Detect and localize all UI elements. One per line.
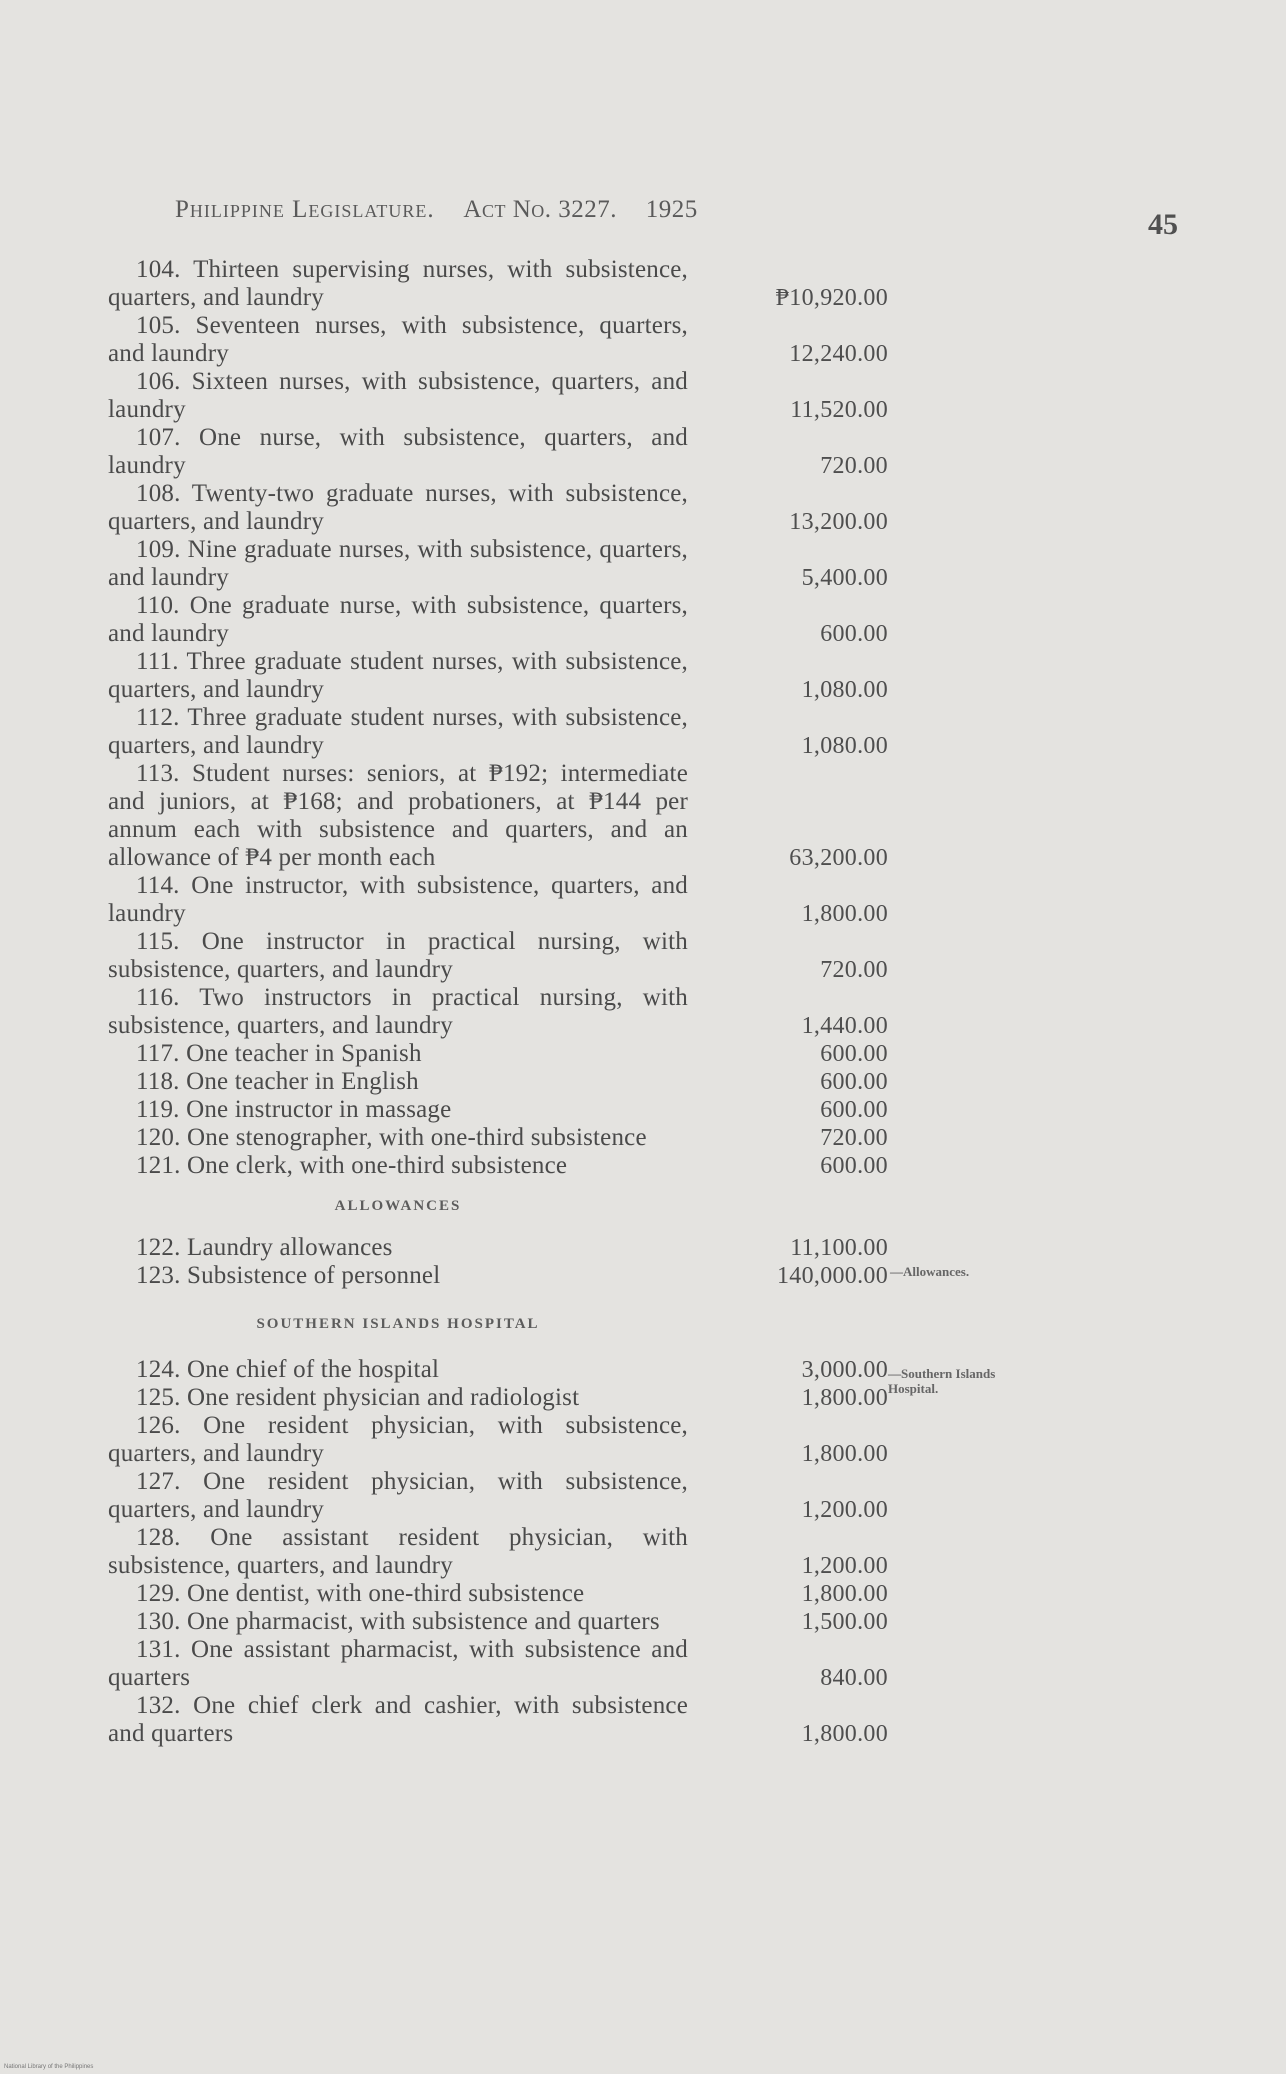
line-item-description: 121. One clerk, with one-third subsistence	[136, 1152, 568, 1179]
header-act: Act No. 3227.	[463, 196, 618, 223]
line-item-amount: 600.00	[820, 1153, 888, 1179]
line-item-amount: 1,800.00	[801, 901, 888, 927]
entries-group-southern-islands-hospital	[108, 1356, 888, 1748]
line-item-amount: 1,800.00	[801, 1385, 888, 1411]
line-item-description: 106. Sixteen nurses, with subsistence, quarters, and laundry	[108, 368, 688, 423]
line-item	[108, 928, 888, 984]
entries-group-allowances	[108, 1234, 888, 1290]
line-item-description: 105. Seventeen nurses, with subsistence, quarters, and laundry	[108, 312, 688, 367]
line-item	[108, 760, 888, 872]
line-item-amount: 1,800.00	[801, 1441, 888, 1467]
line-item-amount: 5,400.00	[801, 565, 888, 591]
line-item-amount: 600.00	[820, 621, 888, 647]
line-item-description: 116. Two instructors in practical nursing, with subsistence, quarters, and laundry	[108, 984, 688, 1039]
line-item-description: 124. One chief of the hospital	[136, 1356, 440, 1383]
line-item-description: 131. One assistant pharmacist, with subsistence and quarters	[108, 1636, 688, 1691]
line-item	[108, 1384, 888, 1412]
line-item-description: 125. One resident physician and radiologist	[136, 1384, 580, 1411]
line-item	[108, 1234, 888, 1262]
line-item-amount: 63,200.00	[789, 845, 888, 871]
margin-note-allowances: —Allowances.	[890, 1264, 970, 1279]
line-item	[108, 256, 888, 312]
line-item-description: 107. One nurse, with subsistence, quarters, and laundry	[108, 424, 688, 479]
header-legislature: Philippine Legislature.	[175, 196, 435, 223]
line-item-amount: 720.00	[820, 453, 888, 479]
line-item	[108, 1608, 888, 1636]
appropriation-list	[108, 256, 888, 1748]
line-item-amount: 1,500.00	[801, 1609, 888, 1635]
line-item-description: 128. One assistant resident physician, with subsistence, quarters, and laundry	[108, 1524, 688, 1579]
line-item	[108, 424, 888, 480]
line-item-description: 122. Laundry allowances	[136, 1234, 393, 1261]
line-item	[108, 1124, 888, 1152]
line-item-amount: 13,200.00	[789, 509, 888, 535]
margin-note-text-2: Hospital.	[888, 1381, 939, 1396]
line-item-amount: 140,000.00	[777, 1263, 888, 1289]
line-item-description: 117. One teacher in Spanish	[136, 1040, 422, 1067]
line-item-description: 119. One instructor in massage	[136, 1096, 452, 1123]
line-item	[108, 1152, 888, 1180]
line-item-description: 115. One instructor in practical nursing, with subsistence, quarters, and laundry	[108, 928, 688, 983]
line-item-description: 113. Student nurses: seniors, at ₱192; intermediate and juniors, at ₱168; and probationers, at ₱144 per annum each with subsistence and quarters, and an allowance of ₱4 per month each	[108, 760, 688, 871]
line-item-description: 120. One stenographer, with one-third subsistence	[136, 1124, 647, 1151]
footer-credit: National Library of the Philippines	[4, 2064, 94, 2070]
line-item-description: 109. Nine graduate nurses, with subsistence, quarters, and laundry	[108, 536, 688, 591]
line-item-description: 129. One dentist, with one-third subsistence	[136, 1580, 585, 1607]
line-item	[108, 872, 888, 928]
line-item	[108, 648, 888, 704]
line-item	[108, 480, 888, 536]
line-item-amount: 1,200.00	[801, 1497, 888, 1523]
line-item-amount: 1,800.00	[801, 1721, 888, 1747]
line-item-amount: 11,100.00	[790, 1235, 888, 1261]
entries-group-nurses	[108, 256, 888, 1180]
line-item-description: 104. Thirteen supervising nurses, with subsistence, quarters, and laundry	[108, 256, 688, 311]
line-item-amount: 3,000.00	[801, 1357, 888, 1383]
page-number: 45	[1148, 208, 1178, 241]
line-item	[108, 1262, 888, 1290]
line-item	[108, 1636, 888, 1692]
line-item-amount: 1,080.00	[801, 677, 888, 703]
header-year: 1925	[645, 196, 698, 223]
line-item-description: 112. Three graduate student nurses, with subsistence, quarters, and laundry	[108, 704, 688, 759]
running-header	[175, 196, 698, 224]
line-item-description: 110. One graduate nurse, with subsistence, quarters, and laundry	[108, 592, 688, 647]
line-item-description: 108. Twenty-two graduate nurses, with subsistence, quarters, and laundry	[108, 480, 688, 535]
line-item-amount: 600.00	[820, 1097, 888, 1123]
line-item-description: 126. One resident physician, with subsistence, quarters, and laundry	[108, 1412, 688, 1467]
line-item-amount: 1,200.00	[801, 1553, 888, 1579]
line-item-description: 132. One chief clerk and cashier, with subsistence and quarters	[108, 1692, 688, 1747]
line-item	[108, 1096, 888, 1124]
line-item-description: 114. One instructor, with subsistence, quarters, and laundry	[108, 872, 688, 927]
line-item-amount: 840.00	[820, 1665, 888, 1691]
line-item-amount: ₱10,920.00	[775, 285, 888, 311]
line-item-description: 123. Subsistence of personnel	[136, 1262, 441, 1289]
margin-note-text-1: —Southern Islands	[888, 1366, 996, 1381]
line-item	[108, 1580, 888, 1608]
line-item-description: 118. One teacher in English	[136, 1068, 419, 1095]
line-item-amount: 1,800.00	[801, 1581, 888, 1607]
line-item-amount: 1,080.00	[801, 733, 888, 759]
line-item	[108, 1412, 888, 1468]
line-item	[108, 1468, 888, 1524]
section-heading-allowances: ALLOWANCES	[334, 1198, 462, 1214]
line-item	[108, 1040, 888, 1068]
line-item	[108, 592, 888, 648]
line-item-description: 127. One resident physician, with subsistence, quarters, and laundry	[108, 1468, 688, 1523]
line-item	[108, 312, 888, 368]
line-item-amount: 720.00	[820, 1125, 888, 1151]
line-item-amount: 1,440.00	[801, 1013, 888, 1039]
line-item-description: 130. One pharmacist, with subsistence and quarters	[136, 1608, 660, 1635]
line-item	[108, 984, 888, 1040]
line-item-amount: 600.00	[820, 1041, 888, 1067]
line-item-amount: 11,520.00	[790, 397, 888, 423]
line-item	[108, 368, 888, 424]
line-item-amount: 12,240.00	[789, 341, 888, 367]
line-item	[108, 1068, 888, 1096]
line-item-description: 111. Three graduate student nurses, with subsistence, quarters, and laundry	[108, 648, 688, 703]
section-heading-southern-islands-hospital: SOUTHERN ISLANDS HOSPITAL	[256, 1316, 540, 1332]
line-item-amount: 600.00	[820, 1069, 888, 1095]
line-item	[108, 704, 888, 760]
line-item	[108, 1524, 888, 1580]
line-item	[108, 1692, 888, 1748]
line-item	[108, 536, 888, 592]
line-item	[108, 1356, 888, 1384]
line-item-amount: 720.00	[820, 957, 888, 983]
margin-note-southern-islands	[888, 1366, 1078, 1396]
margin-note-line-1	[888, 1366, 1078, 1381]
